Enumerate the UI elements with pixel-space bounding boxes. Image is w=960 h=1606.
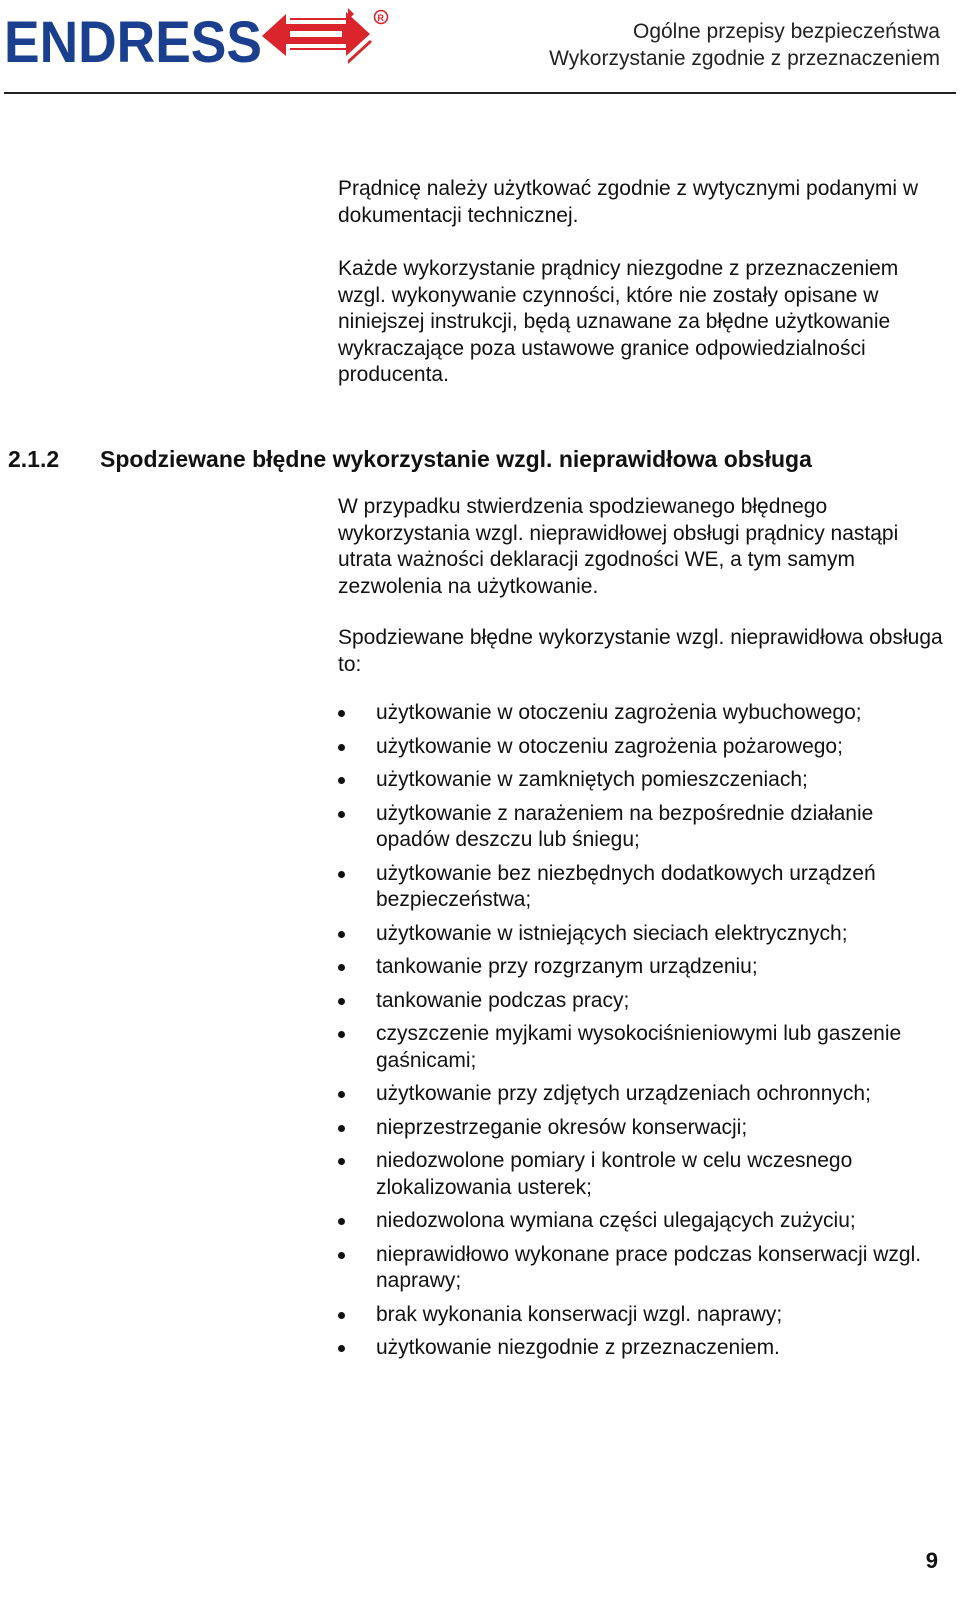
endress-logo bbox=[4, 4, 396, 72]
header-titles bbox=[549, 18, 940, 72]
list-item bbox=[338, 734, 950, 761]
bullet-icon bbox=[338, 1218, 345, 1225]
bullet-icon bbox=[338, 1091, 345, 1098]
bullet-icon bbox=[338, 1252, 345, 1259]
list-item-text: nieprawidłowo wykonane prace podczas konserwacji wzgl. naprawy; bbox=[376, 1242, 922, 1292]
bullet-icon bbox=[338, 1031, 345, 1038]
list-item-text: użytkowanie przy zdjętych urządzeniach ochronnych; bbox=[376, 1082, 871, 1105]
list-item-text: użytkowanie w otoczeniu zagrożenia wybuchowego; bbox=[376, 701, 862, 724]
bullet-icon bbox=[338, 1312, 345, 1319]
paragraph-ce-declaration: W przypadku stwierdzenia spodziewanego błędnego wykorzystania wzgl. nieprawidłowej obsługi prądnicy nastąpi utrata ważności deklaracji zgodności WE, a tym samym zezwolenia na użytkowanie. bbox=[338, 495, 899, 598]
header-title-chapter: Ogólne przepisy bezpieczeństwa bbox=[632, 20, 940, 43]
bullet-icon bbox=[338, 964, 345, 971]
bullet-icon bbox=[338, 1345, 345, 1352]
page-number: 9 bbox=[925, 1548, 938, 1573]
section-number: 2.1.2 bbox=[8, 446, 60, 472]
svg-text:R: R bbox=[377, 13, 384, 23]
paragraph-list-intro: Spodziewane błędne wykorzystanie wzgl. nieprawidłowa obsługa to: bbox=[338, 626, 943, 676]
header-divider bbox=[4, 92, 956, 94]
bullet-icon bbox=[338, 744, 345, 751]
section-heading bbox=[8, 446, 812, 473]
bullet-icon bbox=[338, 998, 345, 1005]
list-item bbox=[338, 1335, 950, 1362]
bullet-icon bbox=[338, 931, 345, 938]
registered-mark-icon bbox=[375, 11, 388, 24]
list-item bbox=[338, 921, 950, 948]
bullet-icon bbox=[338, 710, 345, 717]
list-item bbox=[338, 700, 950, 727]
list-item-text: niedozwolona wymiana części ulegających zużyciu; bbox=[376, 1209, 856, 1232]
logo-arrow-icon bbox=[262, 8, 372, 64]
list-item-text: użytkowanie w otoczeniu zagrożenia pożarowego; bbox=[376, 734, 843, 758]
bullet-icon bbox=[338, 1158, 345, 1165]
list-item-text: tankowanie przy rozgrzanym urządzeniu; bbox=[376, 955, 758, 978]
logo-wordmark: ENDRESS bbox=[4, 10, 262, 72]
list-item bbox=[338, 1302, 950, 1329]
list-item-text: użytkowanie bez niezbędnych dodatkowych urządzeń bezpieczeństwa; bbox=[376, 861, 876, 911]
page-header bbox=[0, 0, 960, 96]
bullet-icon bbox=[338, 777, 345, 784]
list-item bbox=[338, 954, 950, 981]
list-item bbox=[338, 861, 950, 914]
header-title-section: Wykorzystanie zgodnie z przeznaczeniem bbox=[549, 47, 940, 70]
list-item bbox=[338, 1081, 950, 1108]
list-item bbox=[338, 1148, 950, 1201]
section-title: Spodziewane błędne wykorzystanie wzgl. nieprawidłowa obsługa bbox=[100, 446, 812, 472]
list-item-text: użytkowanie niezgodnie z przeznaczeniem. bbox=[376, 1336, 780, 1359]
list-item bbox=[338, 1242, 950, 1295]
list-item bbox=[338, 1115, 950, 1142]
paragraph-misuse-definition: Każde wykorzystanie prądnicy niezgodne z przeznaczeniem wzgl. wykonywanie czynności, które nie zostały opisane w niniejszej instrukcji, będą uznawane za błędne użytkowanie wykraczające poza ustawowe granice odpowiedzialności producenta. bbox=[338, 257, 899, 386]
list-item bbox=[338, 988, 950, 1015]
list-item bbox=[338, 1208, 950, 1235]
list-item bbox=[338, 767, 950, 794]
list-item-text: niedozwolone pomiary i kontrole w celu wczesnego zlokalizowania usterek; bbox=[376, 1149, 853, 1199]
paragraph-usage: Prądnicę należy użytkować zgodnie z wytycznymi podanymi w dokumentacji technicznej. bbox=[338, 177, 919, 227]
list-item-text: nieprzestrzeganie okresów konserwacji; bbox=[376, 1115, 748, 1139]
list-item-text: czyszczenie myjkami wysokociśnieniowymi lub gaszenie gaśnicami; bbox=[376, 1022, 902, 1072]
list-item-text: użytkowanie w zamkniętych pomieszczeniach; bbox=[376, 768, 808, 791]
list-item-text: brak wykonania konserwacji wzgl. naprawy; bbox=[376, 1302, 783, 1326]
list-item bbox=[338, 1021, 950, 1074]
misuse-list bbox=[338, 700, 950, 1369]
list-item-text: użytkowanie w istniejących sieciach elektrycznych; bbox=[376, 921, 848, 945]
bullet-icon bbox=[338, 811, 345, 818]
list-item-text: tankowanie podczas pracy; bbox=[376, 988, 630, 1012]
list-item-text: użytkowanie z narażeniem na bezpośrednie działanie opadów deszczu lub śniegu; bbox=[376, 801, 874, 851]
list-item bbox=[338, 801, 950, 854]
bullet-icon bbox=[338, 1125, 345, 1132]
bullet-icon bbox=[338, 871, 345, 878]
